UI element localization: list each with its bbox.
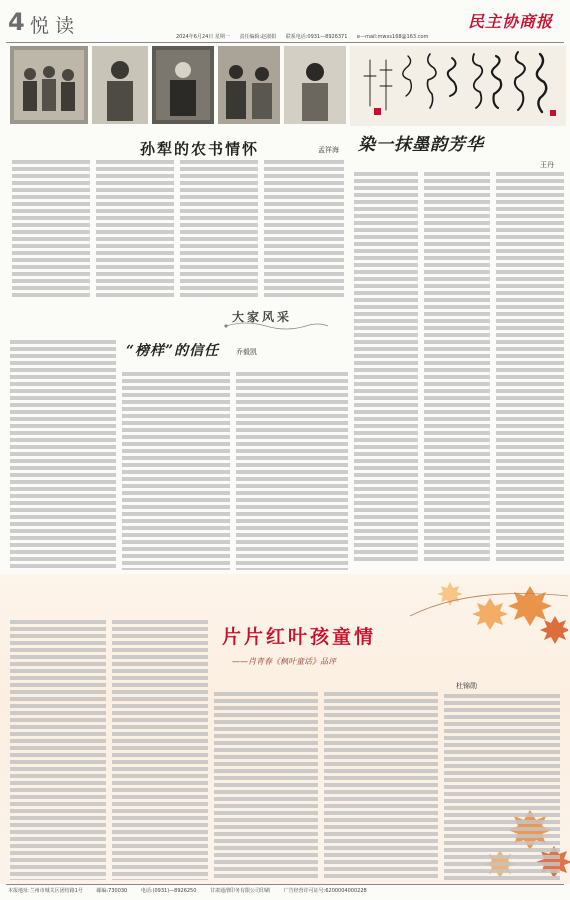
body-column (122, 372, 230, 570)
photo-group (10, 46, 88, 124)
headline-sunli: 孙犁的农书情怀 (140, 140, 260, 158)
body-column (424, 172, 490, 564)
red-seal (550, 110, 556, 116)
editor: 责任编辑:赵淑娟 (239, 34, 277, 40)
body-column (10, 340, 116, 570)
body-column (354, 172, 418, 564)
body-column (496, 172, 564, 564)
byline-trust: 乔毅凯 (236, 348, 257, 356)
contact-email: e—mail:mwxs168@163.com (357, 34, 429, 40)
calligraphy-artwork (350, 46, 566, 126)
masthead-logo: 民主协商报 (468, 12, 554, 31)
photo-portrait (92, 46, 148, 124)
body-column (96, 160, 174, 300)
footer-printer: 甘肃通渭印务有限公司印刷 (210, 888, 271, 894)
body-column (214, 692, 318, 880)
page-number: 4 (8, 8, 25, 36)
headline-leaves: 片片红叶孩童情 (222, 626, 377, 648)
body-column (444, 694, 560, 880)
body-column (112, 620, 208, 880)
body-column (236, 372, 348, 570)
photo-seated-man (152, 46, 214, 124)
footer-address: 本报地址:兰州市城关区团结路1号 (8, 888, 83, 894)
body-column (180, 160, 258, 300)
photo-woman (284, 46, 346, 124)
byline-calligraphy: 王丹 (540, 161, 554, 169)
section-title: 悦读 (30, 15, 81, 37)
body-column (10, 620, 106, 880)
subtitle-leaves: ——肖青春《枫叶童话》品评 (232, 657, 336, 666)
byline-sunli: 孟祥海 (318, 146, 339, 154)
body-column (12, 160, 90, 300)
photo-strip (10, 46, 346, 126)
photo-two-people (218, 46, 280, 124)
red-seal (374, 108, 381, 115)
body-column (324, 692, 438, 880)
column-label: 大家风采 (232, 310, 293, 324)
issue-date: 2024年6月24日 星期一 (176, 34, 230, 40)
footer-license: 广告经营许可证号:6200004000228 (283, 888, 367, 894)
byline-leaves: 杜锦勋 (456, 682, 477, 690)
headline-calligraphy: 染一抹墨韵芳华 (358, 135, 484, 155)
dateline (176, 33, 436, 40)
body-column (264, 160, 344, 300)
footer-phone: 电话:(0931)—8926250 (140, 888, 197, 894)
header-rule (6, 42, 564, 43)
contact-phone: 联系电话:0931—8926371 (285, 34, 348, 40)
footer-rule (6, 884, 564, 885)
footer (8, 887, 379, 894)
headline-trust: “榜样”的信任 (126, 343, 220, 359)
maple-leaves-top (410, 576, 568, 646)
footer-postcode: 邮编:730030 (96, 888, 128, 894)
